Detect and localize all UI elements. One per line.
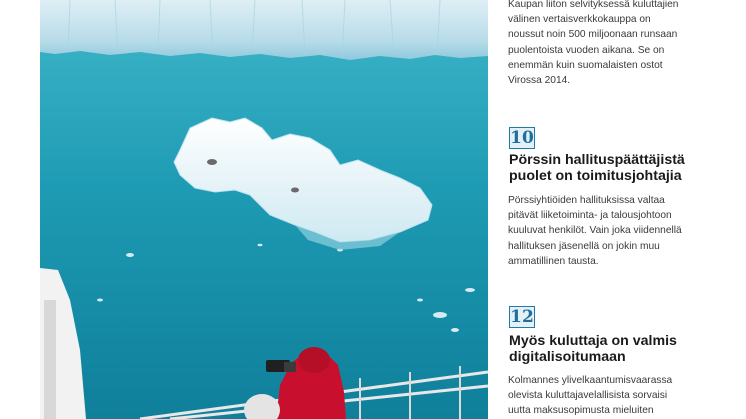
article-1-line-2: välinen vertaisverkkokauppa on [508,14,651,26]
article-3-line-2: olevista kuluttajavelallisista sorvaisi [508,390,668,402]
article-1-line-6: Virossa 2014. [508,75,571,87]
article-2-headline-line-1: Pörssin hallituspäättäjistä [509,152,685,168]
article-number-badge: 12 [510,307,534,327]
article-1-line-4: puolentoista vuoden aikana. Se on [508,44,665,56]
article-1-body [508,0,723,88]
news-sidebar [508,0,746,419]
article-2-line-3: kuuluvat henkilöt. Vain joka viidennellä [508,225,682,237]
article-3-headline-line-2: digitalisoitumaan [509,348,626,365]
article-3-line-3: uutta maksusopimusta mieluiten [508,405,654,417]
article-2-headline-line-2: puolet on toimitusjohtajia [509,167,682,184]
article-2-line-5: ammatillinen tausta. [508,255,599,267]
glacier-wall [40,0,488,60]
article-2-headline [509,153,734,184]
article-2-line-2: pitävät liiketoiminta- ja talousjohtoon [508,210,672,222]
article-3-headline-line-1: Myös kuluttaja on valmis [509,333,677,349]
article-2-line-4: hallituksen jäsenellä on jokin muu [508,240,660,252]
article-1-line-1: Kaupan liiton selvityksessä kuluttajien [508,0,679,10]
article-number-badge: 10 [510,128,534,148]
article-3-headline [509,334,734,365]
article-photo [40,0,488,419]
article-2-line-1: Pörssiyhtiöiden hallituksissa valtaa [508,195,665,206]
article-3-body [508,373,723,419]
article-3-line-1: Kolmannes ylivelkaantumisvaarassa [508,375,673,386]
article-1-line-3: noussut noin 500 miljoonaan runsaan [508,29,678,41]
article-2-body [508,193,723,269]
article-1-line-5: enemmän kuin suomalaisten ostot [508,59,663,71]
